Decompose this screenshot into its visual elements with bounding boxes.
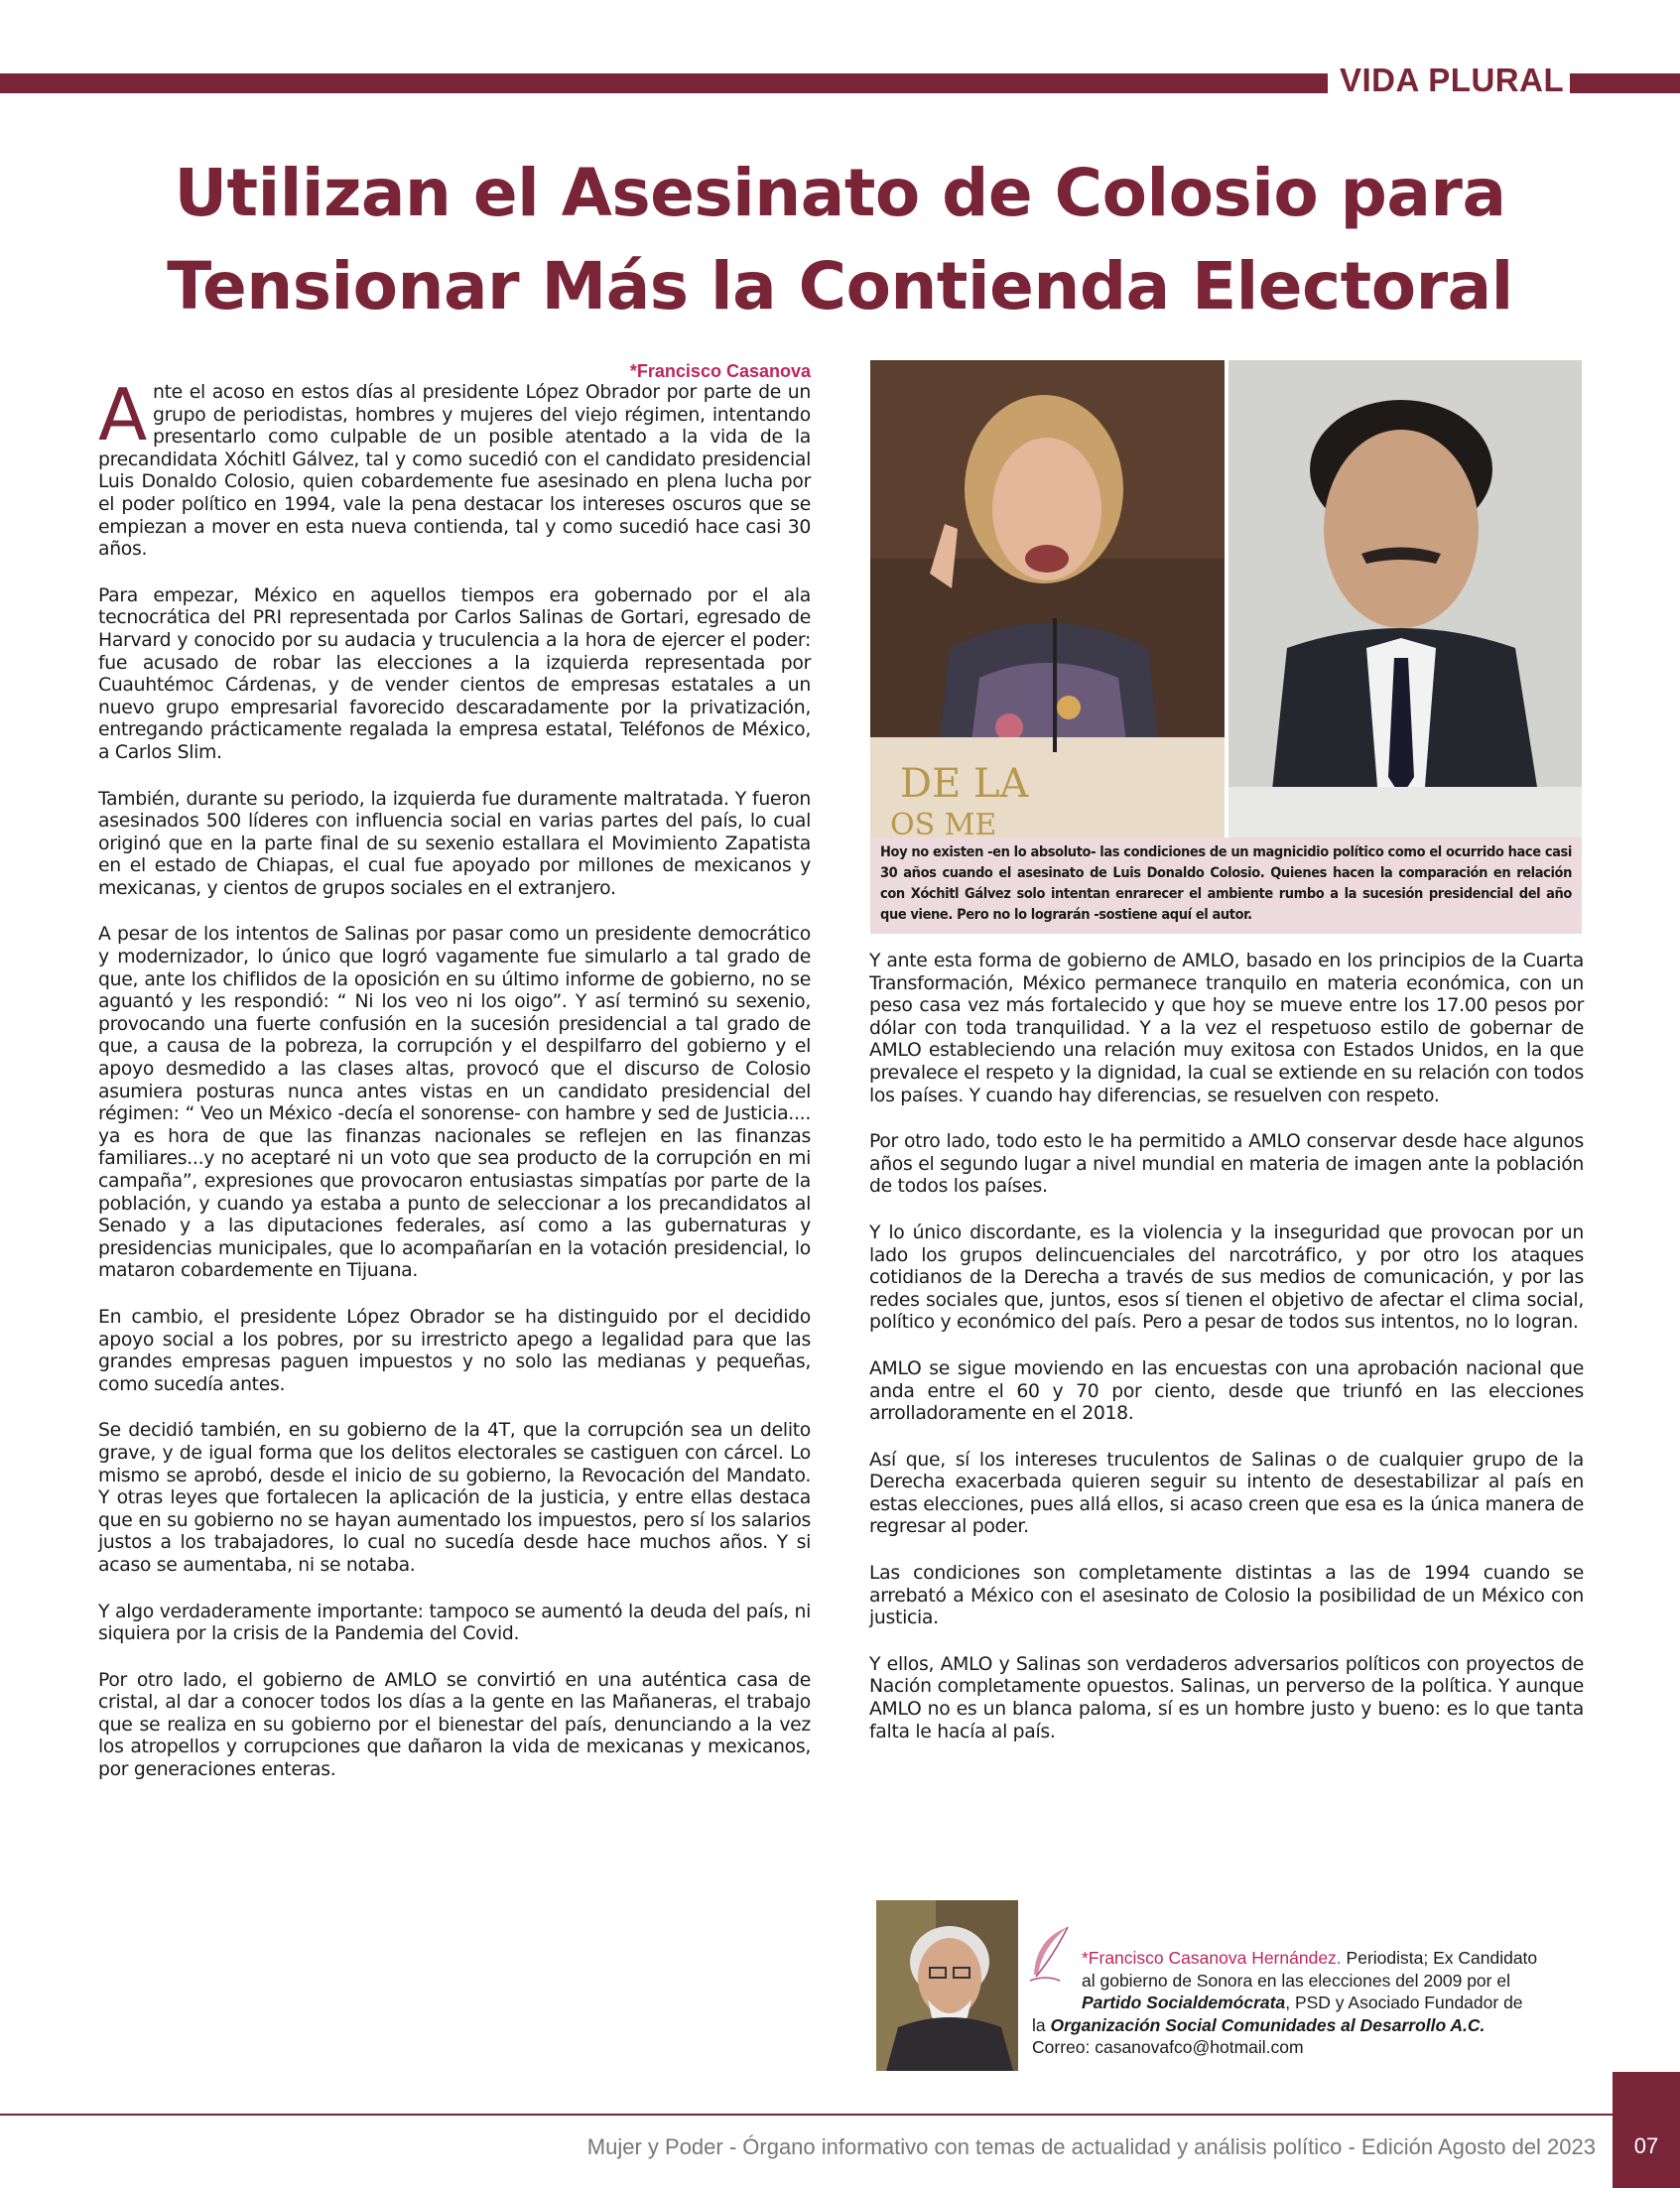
headline-line-2: Tensionar Más la Contienda Electoral [167, 248, 1513, 324]
headline [60, 147, 1620, 333]
paragraph: Se decidió también, en su gobierno de la 4T, que la corrupción sea un delito grave, y de igual forma que los delitos electorales se castiguen con cárcel. Lo mismo se aprobó, desde el inicio de su gobierno, la Revocación del Mandato. Y otras leyes que fortalecen la aplicación de la justicia, y entre ellas destaca que en su gobierno no se hayan aumentado los impuestos, pero sí los salarios justos a los trabajadores, lo cual no sucedía desde hace muchos años. Y si acaso se aumentaba, ni se notaba. [98, 1420, 811, 1576]
paragraph: Y lo único discordante, es la violencia y la inseguridad que provocan por un lado los grupos delincuenciales del narcotráfico, y por otro los ataques cotidianos de la Derecha a través de sus medios de comunicación, y por las redes sociales que, juntos, esos sí tienen el objetivo de afectar el clima social, político y económico del país. Pero a pesar de todos sus intentos, no lo logran. [869, 1222, 1584, 1334]
top-rule-right [1570, 73, 1680, 93]
headline-line-1: Utilizan el Asesinato de Colosio para [174, 155, 1506, 231]
paragraph: Y ante esta forma de gobierno de AMLO, basado en los principios de la Cuarta Transformación, México permanece tranquilo en materia económica, con un peso casa vez más fortalecido y que hoy se mueve entre los 17.00 pesos por dólar con toda tranquilidad. Y a la vez el respetuoso estilo de gobernar de AMLO estableciendo una relación muy exitosa con Estados Unidos, en la que prevalece el respeto y la dignidad, la cual se extiende en su relación con todos los países. Y cuando hay diferencias, se resuelven con respeto. [869, 951, 1584, 1106]
paragraph: Y ellos, AMLO y Salinas son verdaderos adversarios políticos con proyectos de Nación completamente opuestos. Salinas, un perverso de la política. Y aunque AMLO no es un blanca paloma, sí es un hombre justo y bueno: es lo que tanta falta le hacía al país. [869, 1653, 1584, 1742]
podium-text: OS ME [890, 808, 997, 837]
bio-line [1032, 2014, 1568, 2037]
paragraph: También, durante su periodo, la izquierda fue duramente maltratada. Y fueron asesinados 500 líderes con influencia social en varias partes del país, lo cual originó que en la parte final de su sexenio estallara el Movimiento Zapatista en el estado de Chiapas, el cual fue apoyado por millones de mexicanos y mexicanas, y cientos de grupos sociales en el extranjero. [98, 788, 811, 899]
bio-line [1032, 1947, 1568, 1970]
page-number: 07 [1633, 2133, 1659, 2158]
photo-caption-box [870, 837, 1582, 934]
top-rule-left [0, 73, 1328, 93]
author-email: Correo: casanovafco@hotmail.com [1032, 2037, 1304, 2057]
paragraph: Las condiciones son completamente distintas a las de 1994 cuando se arrebató a México con el asesinato de Colosio la posibilidad de un México con justicia. [869, 1563, 1584, 1629]
bio-text: Periodista; Ex Candidato [1341, 1948, 1538, 1968]
paragraph: En cambio, el presidente López Obrador se ha distinguido por el decidido apoyo social a los pobres, por su irrestricto apego a legalidad para que las grandes empresas paguen impuestos y no solo las medianas y pequeñas, como sucedía antes. [98, 1306, 811, 1395]
footer-text: Mujer y Poder - Órgano informativo con temas de actualidad y análisis político - Edición Agosto del 2023 [586, 2134, 1596, 2159]
paragraph: Así que, sí los intereses truculentos de Salinas o de cualquier grupo de la Derecha exacerbada quieren seguir su intento de desestabilizar al país en estas elecciones, pues allá ellos, si acaso creen que esa es la única manera de regresar al poder. [869, 1449, 1584, 1538]
paragraph: Por otro lado, el gobierno de AMLO se convirtió en una auténtica casa de cristal, al dar a conocer todos los días a la gente en las Mañaneras, el trabajo que se realiza en su gobierno por el bienestar del país, denunciando a la vez los atropellos y corrupciones que dañaron la vida de mexicanas y mexicanos, por generaciones enteras. [98, 1669, 811, 1781]
organization-name: Organización Social Comunidades al Desarrollo A.C. [1050, 2014, 1486, 2035]
bio-line: al gobierno de Sonora en las elecciones del 2009 por el [1082, 1970, 1510, 1991]
right-column [869, 951, 1584, 1767]
paragraph: A pesar de los intentos de Salinas por pasar como un presidente democrático y modernizador, lo único que logró vagamente fue simularlo a tal grado de que, ante los chiflidos de la oposición en su último informe de gobierno, no se aguantó y les respondió: “ Ni los veo ni los oigo”. Y así terminó su sexenio, provocando una fuerte confusión en la sucesión presidencial a tal grado de que, a causa de la pobreza, la corrupción y el despilfarro del gobierno y el apoyo desmedido a las clases altas, provocó que el discurso de Colosio asumiera posturas nunca antes vistas en un candidato presidencial del régimen: “ Veo un México -decía el sonorense- con hambre y sed de Justicia.... ya es hora de que las finanzas nacionales se reflejen en las finanzas familiares...y no aceptaré ni un voto que sea producto de la corrupción en mi campaña”, expresiones que provocaron entusiastas simpatías por parte de la población, y cuando ya estaba a punto de seleccionar a los precandidatos al Senado y a las diputaciones federales, así como a las gubernaturas y presidencias municipales, que lo acompañarían en la votación presidencial, lo mataron cobardemente en Tijuana. [98, 924, 811, 1282]
paragraph: Y algo verdaderamente importante: tampoco se aumentó la deuda del país, ni siquiera por la crisis de la Pandemia del Covid. [98, 1601, 811, 1645]
party-name: Partido Socialdemócrata [1082, 1993, 1286, 2012]
bio-line [1032, 1992, 1568, 2014]
bio-text: , PSD y Asociado Fundador de [1285, 1993, 1523, 2012]
footer-rule [0, 2114, 1613, 2116]
drop-cap: A [98, 373, 147, 456]
podium-text: DE LA [900, 761, 1029, 807]
paragraph [98, 373, 811, 562]
photo-caption: Hoy no existen -en lo absoluto- las condiciones de un magnicidio político como el ocurrido hace casi 30 años cuando el asesinato de Luis Donaldo Colosio. Quienes hacen la comparación en relación con Xóchitl Gálvez solo intentan enrarecer el ambiente rumbo a la sucesión presidencial del año que viene. Pero no lo lograrán -sostiene aquí el autor. [880, 844, 1572, 923]
author-photo [876, 1900, 1018, 2071]
paragraph-text: nte el acoso en estos días al presidente López Obrador por parte de un grupo de periodistas, hombres y mujeres del viejo régimen, intentando presentarlo como culpable de un posible atentado a la vida de la precandidata Xóchitl Gálvez, tal y como sucedió con el candidato presidencial Luis Donaldo Colosio, quien cobardemente fue asesinado en plena lucha por el poder político en 1994, vale la pena destacar los intereses oscuros que se empiezan a mover en esta nueva contienda, tal y como sucedió hace casi 30 años. [98, 382, 811, 561]
bio-text: la [1032, 2014, 1051, 2035]
paragraph: Para empezar, México en aquellos tiempos era gobernado por el ala tecnocrática del PRI representada por Carlos Salinas de Gortari, egresado de Harvard y conocido por su audacia y truculencia a la hora de ejercer el poder: fue acusado de robar las elecciones a la izquierda representada por Cuauhtémoc Cárdenas, y de vender cientos de empresas estatales a un nuevo grupo empresarial favorecido descaradamente por la privatización, entregando prácticamente regalada la empresa estatal, Teléfonos de México, a Carlos Slim. [98, 584, 811, 763]
author-name: *Francisco Casanova Hernández. [1082, 1948, 1342, 1968]
paragraph: Por otro lado, todo esto le ha permitido a AMLO conservar desde hace algunos años el segundo lugar a nivel mundial en materia de imagen ante la población de todos los países. [869, 1131, 1584, 1198]
byline: *Francisco Casanova [629, 361, 811, 381]
section-label: VIDA PLURAL [1340, 62, 1565, 98]
paragraph: AMLO se sigue moviendo en las encuestas con una aprobación nacional que anda entre el 60 y 70 por ciento, desde que triunfó en las elecciones arrolladoramente en el 2018. [869, 1357, 1584, 1425]
news-photo [870, 360, 1582, 837]
author-bio [1032, 1947, 1568, 2059]
page-number-box [1613, 2072, 1680, 2188]
left-column [98, 360, 811, 1806]
